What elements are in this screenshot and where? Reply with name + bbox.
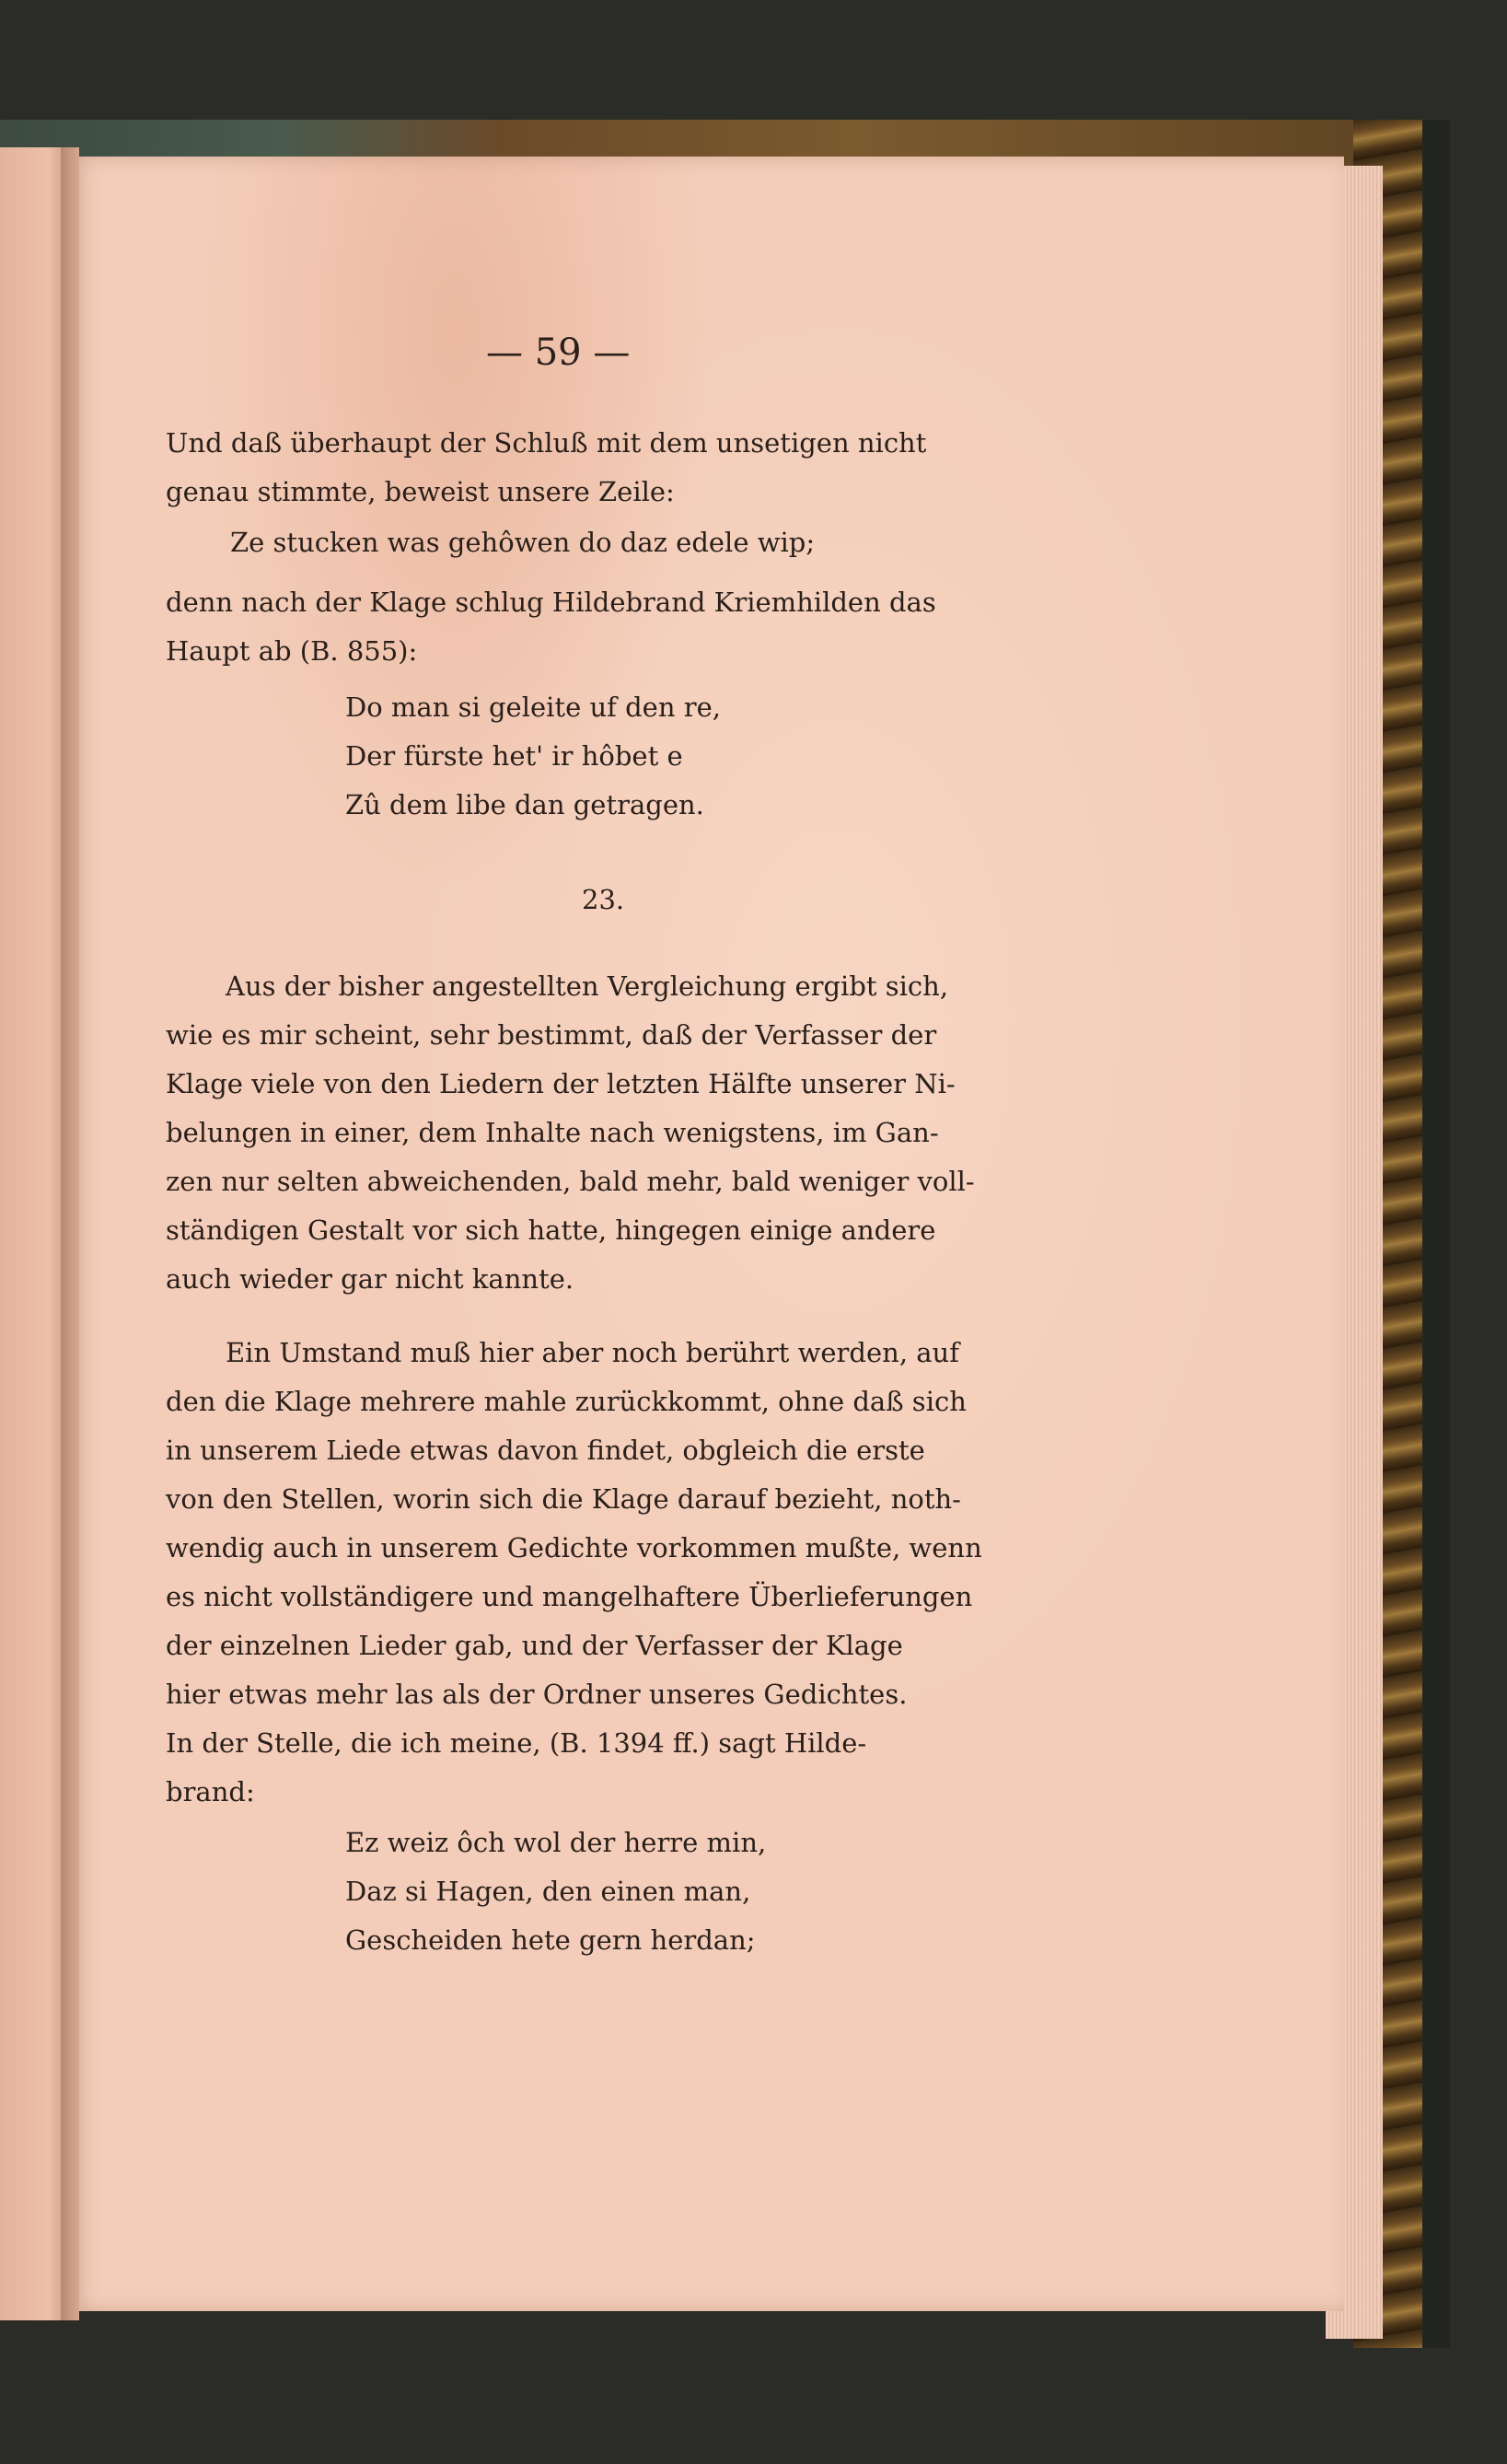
section-number: 23.: [582, 884, 625, 915]
text-line: denn nach der Klage schlug Hildebrand Kriemhilden das: [166, 587, 936, 618]
text-line: genau stimmte, beweist unsere Zeile:: [166, 476, 675, 507]
text-line: Klage viele von den Liedern der letzten Hälfte unserer Ni-: [166, 1068, 956, 1099]
text-line: es nicht vollständigere und mangelhaftere Überlieferungen: [166, 1581, 973, 1612]
facing-page-edge: [0, 147, 70, 2320]
text-line: ständigen Gestalt vor sich hatte, hingegen einige andere: [166, 1215, 936, 1246]
quote-line: [230, 518, 1105, 567]
text-line: zen nur selten abweichenden, bald mehr, bald weniger voll-: [166, 1166, 975, 1197]
text-line: hier etwas mehr las als der Ordner unseres Gedichtes.: [166, 1679, 908, 1710]
verse-block-2: [345, 1819, 766, 1965]
text-line: brand:: [166, 1776, 255, 1807]
book-cover-edge: [1422, 120, 1450, 2348]
verse-line: Ez weiz ôch wol der herre min,: [345, 1827, 767, 1858]
verse-line: Daz si Hagen, den einen man,: [345, 1876, 751, 1907]
verse-line: Gescheiden hete gern herdan;: [345, 1924, 756, 1956]
text-line: auch wieder gar nicht kannte.: [166, 1263, 574, 1295]
verse-line: Der fürste het' ir hôbet e: [345, 740, 683, 772]
text-line: Aus der bisher angestellten Vergleichung ergibt sich,: [226, 970, 949, 1002]
verse-line: Zû dem libe dan getragen.: [345, 789, 704, 820]
text-line: den die Klage mehrere mahle zurückkommt, ohne daß sich: [166, 1386, 967, 1417]
paragraph-2: [166, 578, 1040, 676]
page-number: — 59 —: [486, 331, 631, 374]
text-line: Haupt ab (B. 855):: [166, 635, 418, 667]
verse-block-1: [345, 683, 721, 830]
verse-line: Do man si geleite uf den re,: [345, 692, 721, 723]
text-line: Ein Umstand muß hier aber noch berührt werden, auf: [226, 1337, 959, 1368]
paragraph-4: [166, 1329, 1040, 1817]
text-line: belungen in einer, dem Inhalte nach wenigstens, im Gan-: [166, 1117, 939, 1148]
paragraph-1: [166, 419, 1040, 517]
text-line: wendig auch in unserem Gedichte vorkommen mußte, wenn: [166, 1532, 982, 1563]
text-line: Und daß überhaupt der Schluß mit dem unsetigen nicht: [166, 427, 927, 459]
book-gutter: [61, 147, 79, 2320]
text-line: In der Stelle, die ich meine, (B. 1394 ff.) sagt Hilde-: [166, 1727, 867, 1759]
paragraph-3: [166, 962, 1040, 1304]
text-line: von den Stellen, worin sich die Klage darauf bezieht, noth-: [166, 1483, 961, 1515]
text-line: Ze stucken was gehôwen do daz edele wip;: [230, 527, 816, 558]
text-line: der einzelnen Lieder gab, und der Verfasser der Klage: [166, 1630, 903, 1661]
text-line: in unserem Liede etwas davon findet, obgleich die erste: [166, 1435, 925, 1466]
text-line: wie es mir scheint, sehr bestimmt, daß der Verfasser der: [166, 1019, 937, 1051]
